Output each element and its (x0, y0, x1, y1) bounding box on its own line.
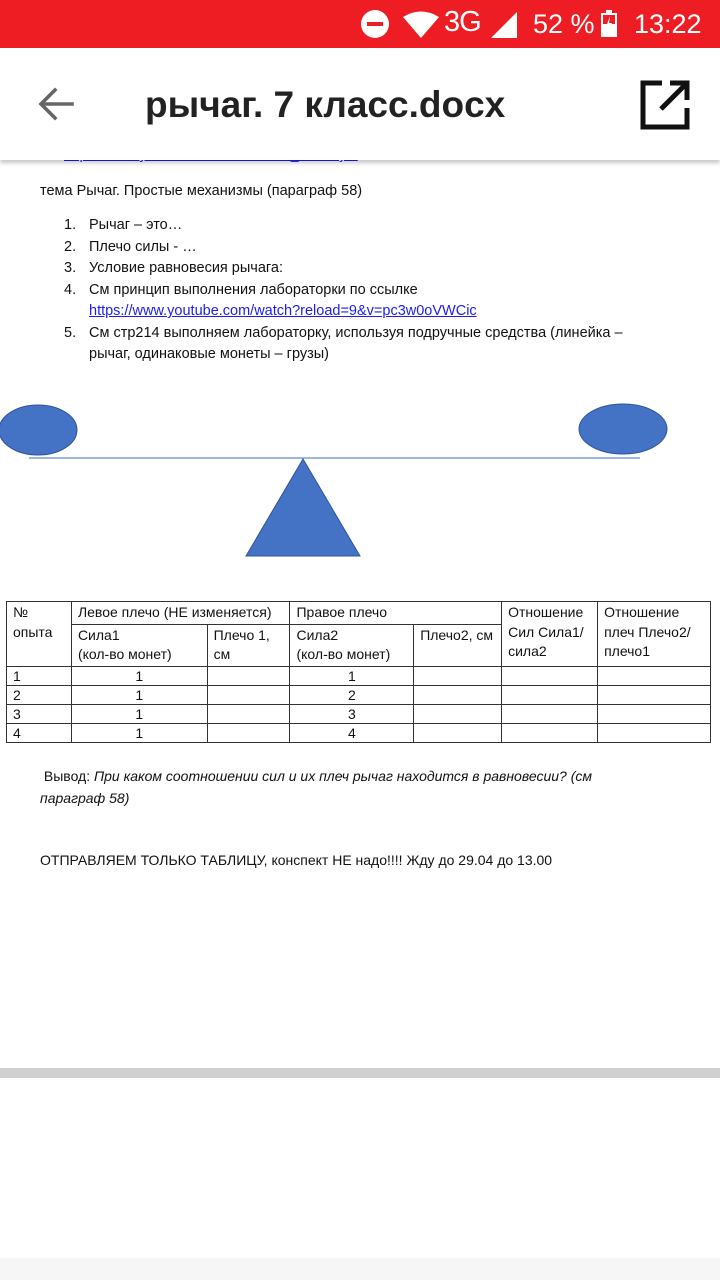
app-bar (0, 48, 720, 160)
document-page (0, 160, 720, 1068)
header-arm2: Плечо2, см (414, 624, 502, 666)
do-not-disturb-icon (361, 10, 389, 38)
header-left-arm: Левое плечо (НЕ изменяется) (71, 602, 290, 625)
bottom-strip (0, 1258, 720, 1280)
page-divider (0, 1068, 720, 1078)
table-row: 2 1 2 (7, 685, 711, 704)
conclusion-label: Вывод: (43, 768, 91, 784)
header-right-arm: Правое плечо (290, 602, 502, 625)
header-force2: Сила2 (кол-во монет) (290, 624, 414, 666)
conclusion (40, 765, 640, 809)
clock: 13:22 (634, 9, 702, 39)
open-external-icon[interactable] (640, 80, 690, 130)
table-row: 4 1 4 (7, 723, 711, 742)
lab-video-link[interactable]: https://www.youtube.com/watch?reload=9&v=pc3w0oVWCic (89, 303, 477, 319)
wifi-icon (403, 12, 439, 38)
header-arm1: Плечо 1, см (207, 624, 290, 666)
lever-diagram (0, 398, 720, 563)
right-weight (579, 404, 667, 454)
signal-icon (491, 12, 517, 38)
header-experiment-no: № опыта (7, 602, 72, 667)
status-bar (0, 0, 720, 48)
task-list (64, 215, 659, 366)
battery-percent: 52 % (533, 9, 595, 39)
header-force1: Сила1 (кол-во монет) (71, 624, 207, 666)
topic-heading: тема Рычаг. Простые механизмы (параграф 58) (40, 183, 363, 199)
list-item: 1. Рычаг – это… (64, 217, 183, 233)
battery-icon (601, 10, 617, 37)
list-item: 3. Условие равновесия рычага: (64, 260, 283, 276)
table-row: 1 1 1 (7, 666, 711, 685)
table-row: 3 1 3 (7, 704, 711, 723)
fulcrum-triangle (246, 459, 360, 556)
results-table (6, 601, 711, 743)
conclusion-question: При каком соотношении сил и их плеч рычаг находится в равновесии? (см параграф 58) (40, 768, 592, 806)
list-item: 2. Плечо силы - … (64, 238, 197, 255)
left-weight (0, 405, 77, 455)
header-arm-ratio: Отношение плеч Плечо2/плечо1 (598, 602, 711, 667)
network-type: 3G (444, 6, 481, 38)
back-arrow-icon[interactable] (38, 86, 74, 122)
list-item: 5. См стр214 выполняем лабораторку, используя подручные средства (линейка – рычаг, одинаковые монеты – грузы) (64, 324, 623, 362)
submission-note: ОТПРАВЛЯЕМ ТОЛЬКО ТАБЛИЦУ, конспект НЕ надо!!!! Жду до 29.04 до 13.00 (40, 852, 553, 868)
header-force-ratio: Отношение Сил Сила1/сила2 (502, 602, 598, 667)
document-title: рычаг. 7 класс.docx (145, 84, 506, 125)
list-item: 4. См принцип выполнения лабораторки по ссылке https://www.youtube.com/watch?reload=9&v=pc3w0oVWCic (64, 281, 477, 319)
